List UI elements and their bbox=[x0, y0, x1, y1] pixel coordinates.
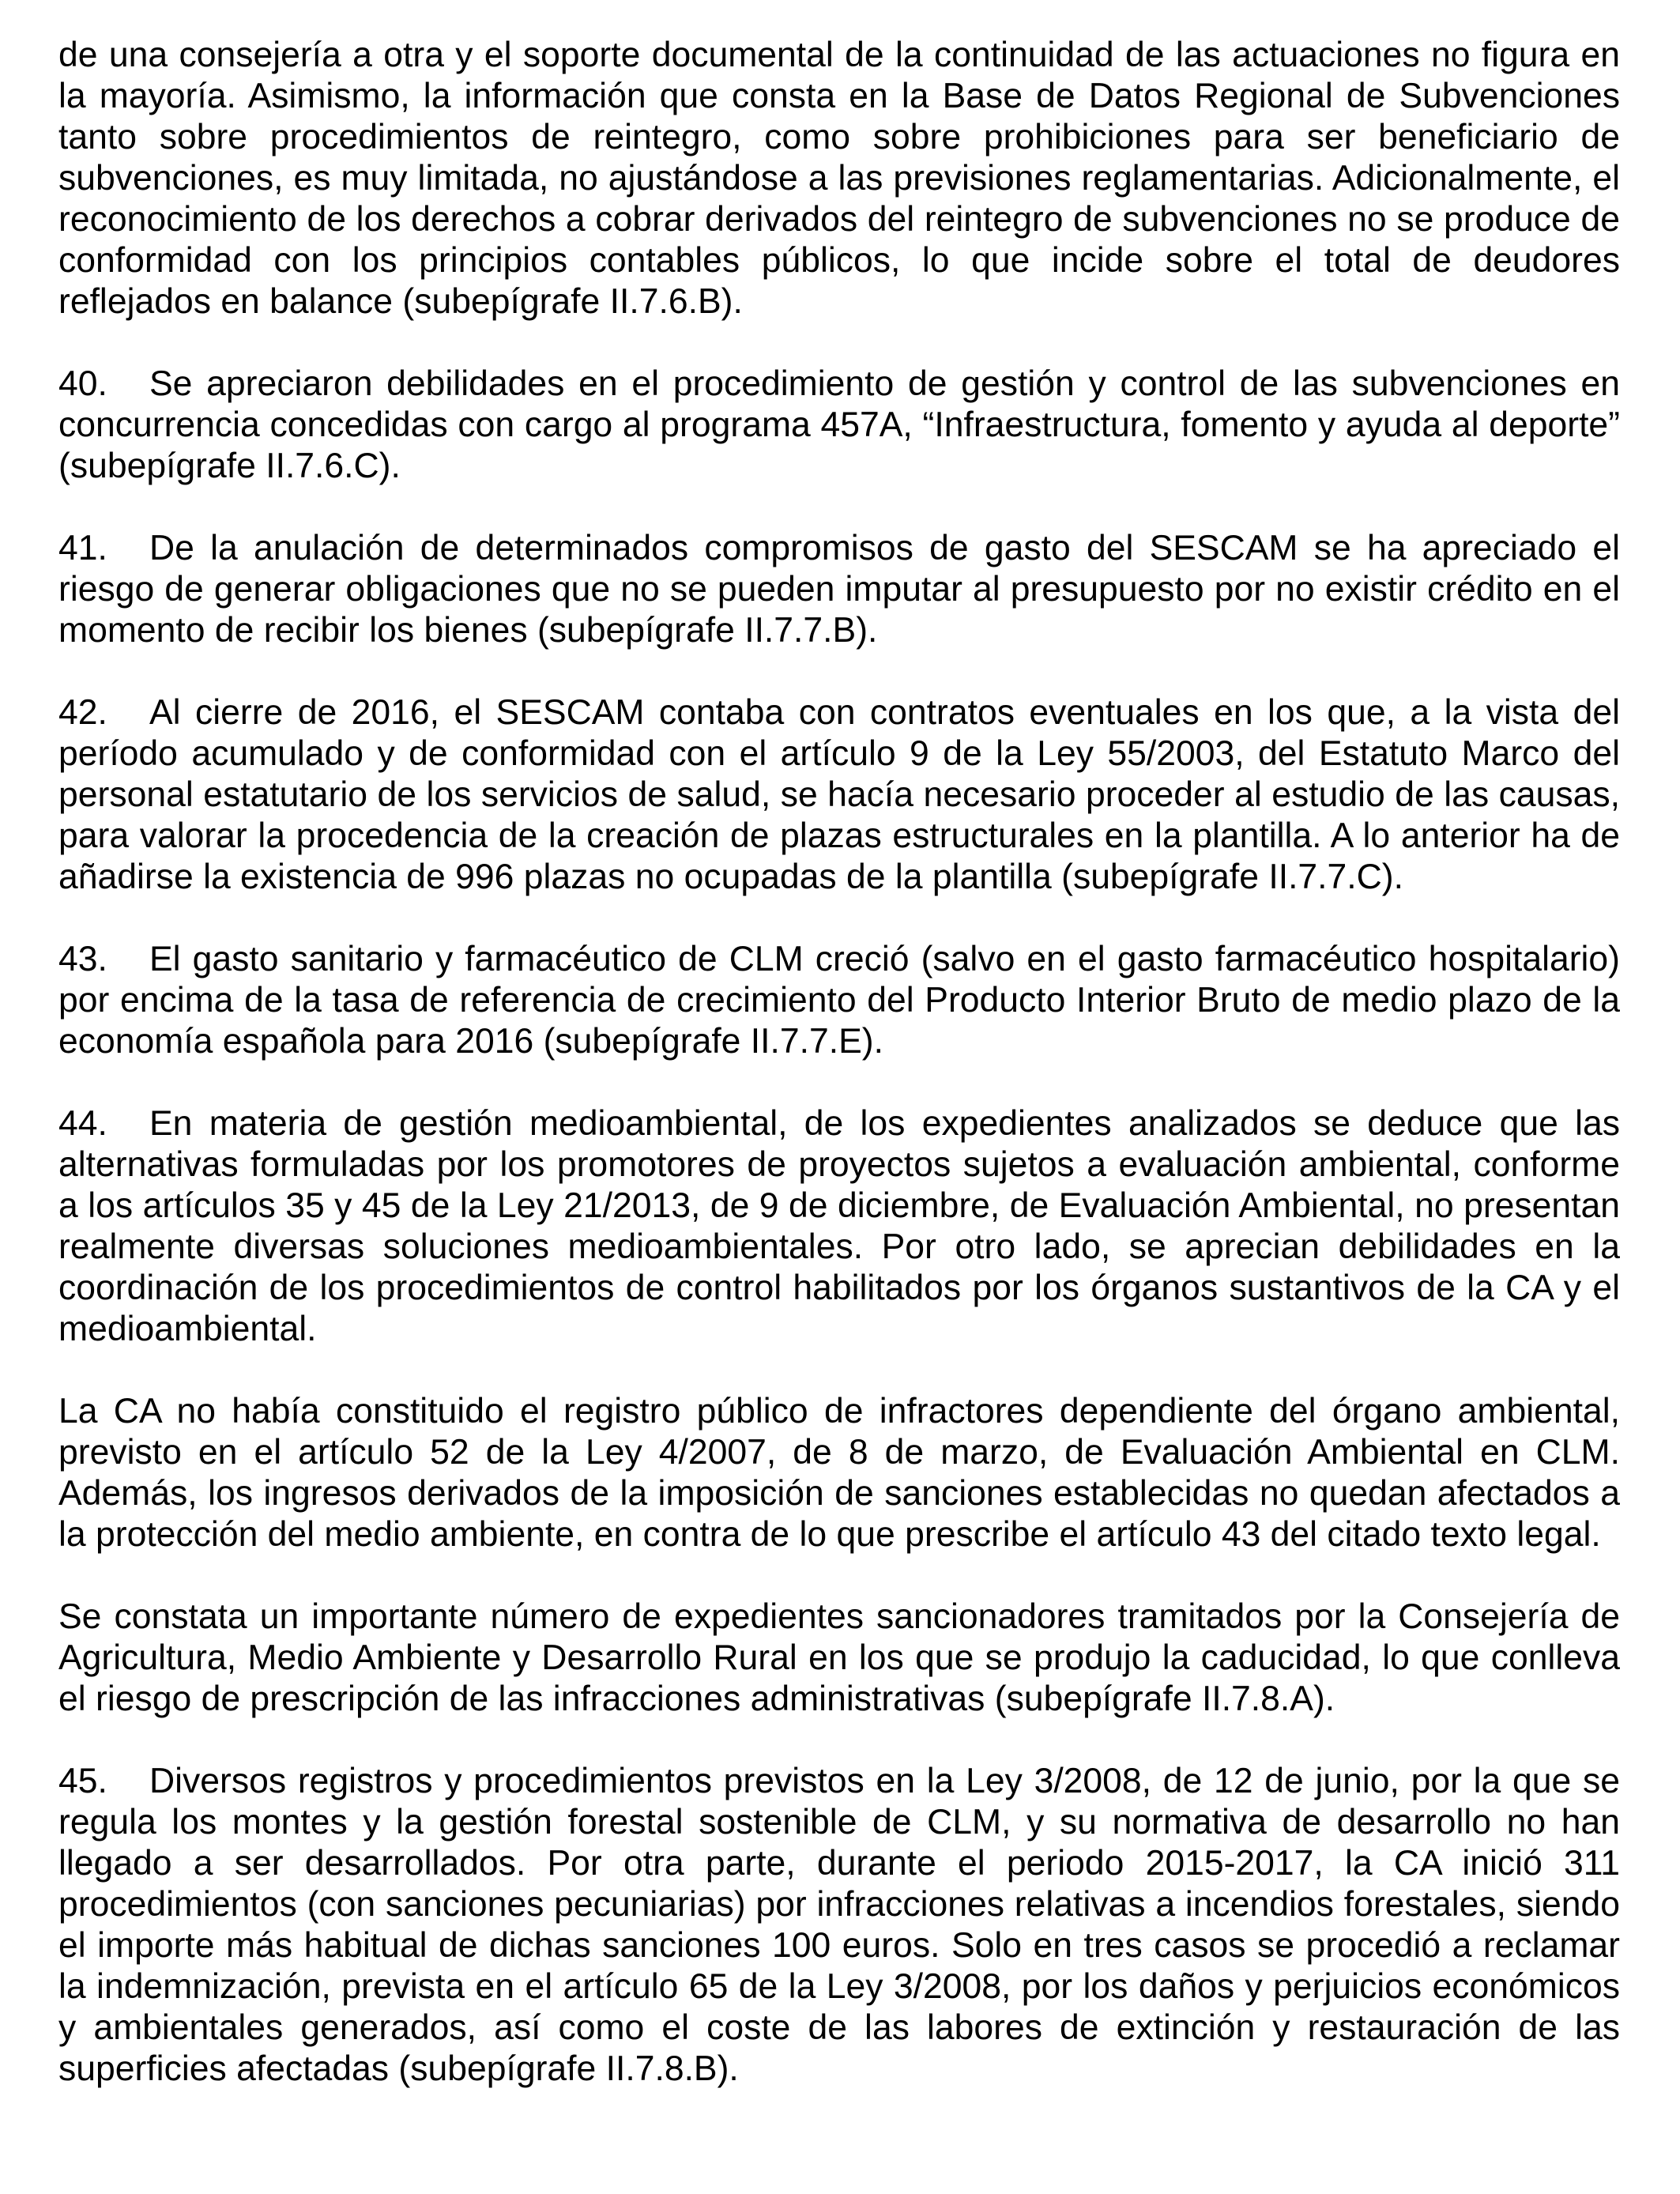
paragraph-42 bbox=[58, 692, 1620, 898]
paragraph-number: 42. bbox=[58, 693, 107, 732]
paragraph-text: Se constata un importante número de expedientes sancionadores tramitados por la Consejería de Agricultura, Medio Ambiente y Desarrollo Rural en los que se produjo la caducidad, lo que conlleva el riesgo de prescripción de las infracciones administrativas (subepígrafe II.7.8.A). bbox=[58, 1597, 1620, 1718]
paragraph-45 bbox=[58, 1761, 1620, 2090]
paragraph-number: 40. bbox=[58, 364, 107, 403]
paragraph-44-registro bbox=[58, 1391, 1620, 1555]
paragraph-text: Diversos registros y procedimientos previstos en la Ley 3/2008, de 12 de junio, por la que se regula los montes y la gestión forestal sostenible de CLM, y su normativa de desarrollo no han llegado a ser desarrollados. Por otra parte, durante el periodo 2015-2017, la CA inició 311 procedimientos (con sanciones pecuniarias) por infracciones relativas a incendios forestales, siendo el importe más habitual de dichas sanciones 100 euros. Solo en tres casos se procedió a reclamar la indemnización, prevista en el artículo 65 de la Ley 3/2008, por los daños y perjuicios económicos y ambientales generados, así como el coste de las labores de extinción y restauración de las superficies afectadas (subepígrafe II.7.8.B). bbox=[58, 1762, 1620, 2088]
document-page bbox=[58, 35, 1620, 2131]
paragraph-40 bbox=[58, 364, 1620, 487]
paragraph-text: El gasto sanitario y farmacéutico de CLM creció (salvo en el gasto farmacéutico hospitalario) por encima de la tasa de referencia de crecimiento del Producto Interior Bruto de medio plazo de la economía española para 2016 (subepígrafe II.7.7.E). bbox=[58, 940, 1620, 1061]
paragraph-text: Se apreciaron debilidades en el procedimiento de gestión y control de las subvenciones en concurrencia concedidas con cargo al programa 457A, “Infraestructura, fomento y ayuda al deporte” (subepígrafe II.7.6.C). bbox=[58, 364, 1620, 485]
paragraph-43 bbox=[58, 939, 1620, 1062]
paragraph-text: de una consejería a otra y el soporte documental de la continuidad de las actuaciones no figura en la mayoría. Asimismo, la información que consta en la Base de Datos Regional de Subvenciones tanto sobre procedimientos de reintegro, como sobre prohibiciones para ser beneficiario de subvenciones, es muy limitada, no ajustándose a las previsiones reglamentarias. Adicionalmente, el reconocimiento de los derechos a cobrar derivados del reintegro de subvenciones no se produce de conformidad con los principios contables públicos, lo que incide sobre el total de deudores reflejados en balance (subepígrafe II.7.6.B). bbox=[58, 36, 1620, 321]
paragraph-number: 44. bbox=[58, 1104, 107, 1143]
paragraph-text: De la anulación de determinados compromisos de gasto del SESCAM se ha apreciado el riesgo de generar obligaciones que no se pueden imputar al presupuesto por no existir crédito en el momento de recibir los bienes (subepígrafe II.7.7.B). bbox=[58, 529, 1620, 650]
paragraph-continuation bbox=[58, 35, 1620, 322]
paragraph-41 bbox=[58, 528, 1620, 651]
paragraph-number: 41. bbox=[58, 529, 107, 567]
paragraph-text: La CA no había constituido el registro público de infractores dependiente del órgano ambiental, previsto en el artículo 52 de la Ley 4/2007, de 8 de marzo, de Evaluación Ambiental en CLM. Además, los ingresos derivados de la imposición de sanciones establecidas no quedan afectados a la protección del medio ambiente, en contra de lo que prescribe el artículo 43 del citado texto legal. bbox=[58, 1392, 1620, 1554]
paragraph-number: 45. bbox=[58, 1762, 107, 1800]
paragraph-44 bbox=[58, 1103, 1620, 1350]
paragraph-44-expedientes bbox=[58, 1596, 1620, 1720]
paragraph-number: 43. bbox=[58, 940, 107, 978]
paragraph-text: Al cierre de 2016, el SESCAM contaba con contratos eventuales en los que, a la vista del período acumulado y de conformidad con el artículo 9 de la Ley 55/2003, del Estatuto Marco del personal estatutario de los servicios de salud, se hacía necesario proceder al estudio de las causas, para valorar la procedencia de la creación de plazas estructurales en la plantilla. A lo anterior ha de añadirse la existencia de 996 plazas no ocupadas de la plantilla (subepígrafe II.7.7.C). bbox=[58, 693, 1620, 896]
paragraph-text: En materia de gestión medioambiental, de los expedientes analizados se deduce que las alternativas formuladas por los promotores de proyectos sujetos a evaluación ambiental, conforme a los artículos 35 y 45 de la Ley 21/2013, de 9 de diciembre, de Evaluación Ambiental, no presentan realmente diversas soluciones medioambientales. Por otro lado, se aprecian debilidades en la coordinación de los procedimientos de control habilitados por los órganos sustantivos de la CA y el medioambiental. bbox=[58, 1104, 1620, 1348]
